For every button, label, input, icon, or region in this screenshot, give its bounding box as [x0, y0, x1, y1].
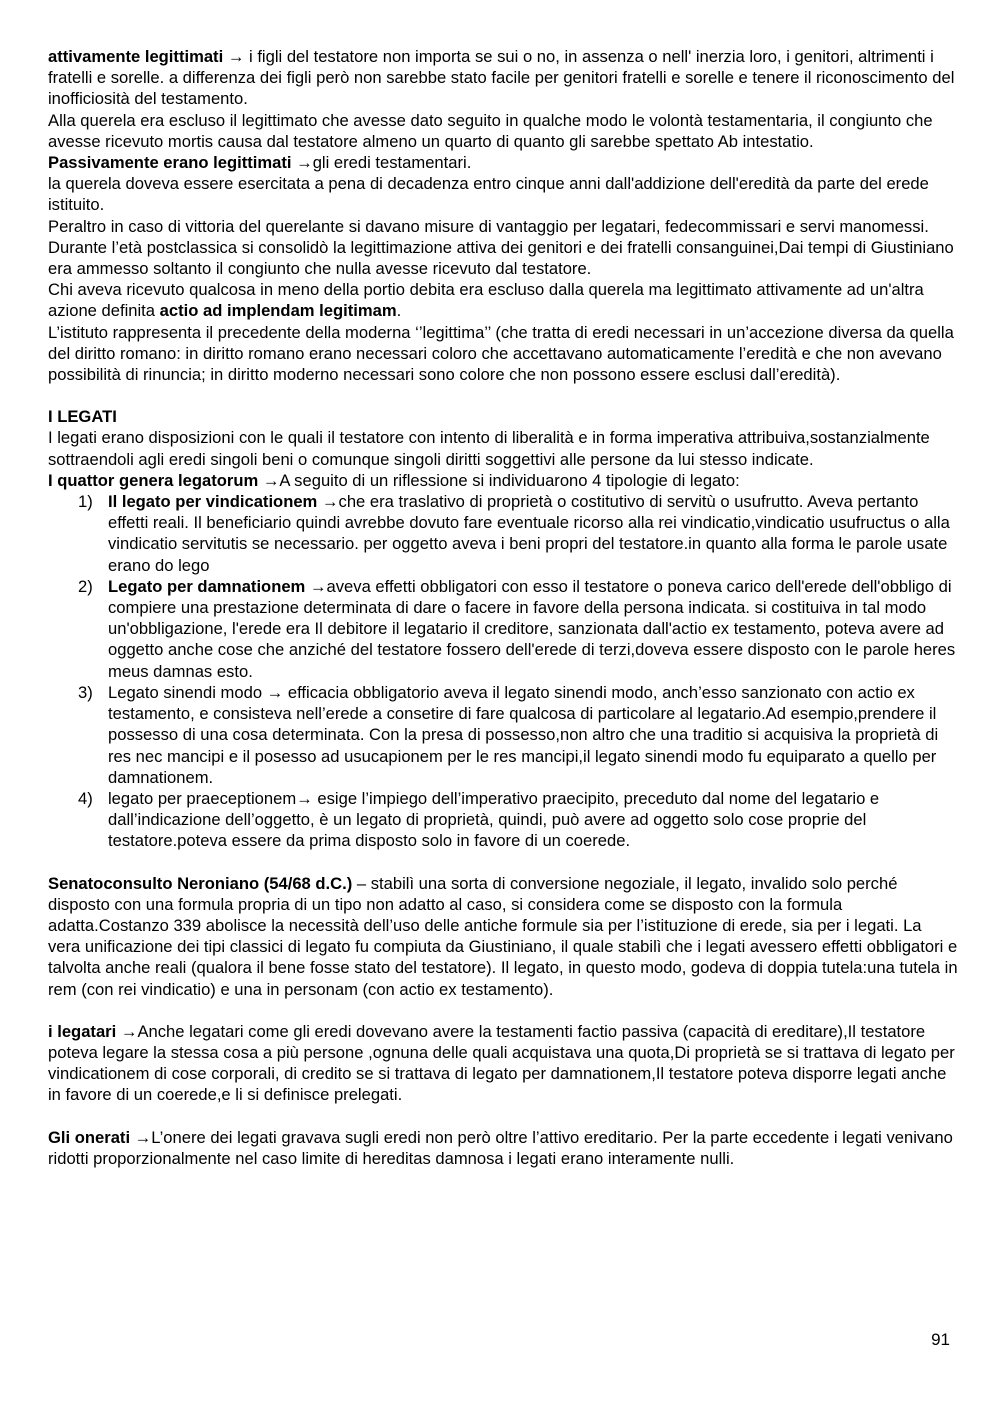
- paragraph-onerati: [48, 1127, 958, 1169]
- legati-types-list: [48, 491, 958, 851]
- term-actio-ad-implendam: actio ad implendam legitimam: [159, 301, 397, 321]
- list-item-text: →che era traslativo di proprietà o costitutivo di servitù o usufrutto. Aveva pertanto effetti reali. Il beneficiario quindi avrebbe dovuto fare eventuale ricorso alla rei vindicatio,vindicatio usufructus o alla vindicatio servitutis se necessario. per oggetto aveva i beni propri del testatore.in quanto alla forma le parole usate erano do lego: [108, 492, 950, 575]
- paragraph-end: .: [396, 301, 402, 321]
- paragraph-text: →gli eredi testamentari.: [291, 153, 472, 173]
- page-number: 91: [931, 1330, 950, 1349]
- paragraph-legati-definizione: I legati erano disposizioni con le quali il testatore con intento di liberalità e in forma imperativa attribuiva,sostanzialmente sottraendoli agli eredi singoli beni o comunque singoli diritti soggettivi alle persone da lui stesso indicate.: [48, 428, 930, 469]
- document-page: [48, 46, 958, 1169]
- paragraph-text: →Anche legatari come gli eredi dovevano avere la testamenti factio passiva (capacità di ereditare),Il testatore poteva legare la stessa cosa a più persone ,ognuna delle quali acquistava una quota,Di proprietà se si trattava di legato per vindicationem di cose corporali, di credito se si trattava di legato per damnationem,Il testatore poteva disporre legati anche in favore di un coerede,e li si definisce prelegati.: [48, 1021, 955, 1105]
- spacer: [48, 1106, 958, 1127]
- paragraph-querela-decadenza: la querela doveva essere esercitata a pena di decadenza entro cinque anni dall'addizione dell'eredità da parte del erede istituito.: [48, 174, 929, 215]
- paragraph-passivamente-legittimati: [48, 152, 958, 173]
- list-number: 3): [78, 682, 93, 702]
- list-item-text: →aveva effetti obbligatori con esso il testatore o poneva carico dell'erede dell'obbligo di compiere una prestazione determinata di dare o facere in favore della persona indicata. si costituiva in tal modo un'obbligazione, l'erede era Il debitore il legatario il creditore, sanzionata dall'actio ex testamento, poteva avere ad oggetto anche cose che anziché del testatore fossero dell'erede di terzi,doveva essere disposto con le parole heres meus damnas esto.: [108, 576, 956, 681]
- paragraph-quattor-genera: [48, 470, 958, 491]
- list-item-term: Legato per damnationem: [108, 576, 306, 596]
- term-attivamente-legittimati: attivamente legittimati: [48, 47, 224, 66]
- paragraph-portio-debita: [48, 279, 958, 321]
- paragraph-text: →A seguito di un riflessione si individuarono 4 tipologie di legato:: [258, 470, 740, 490]
- list-item-text: legato per praeceptionem→ esige l’impiego dell’imperativo praecipito, preceduto dal nome del legatario e dall’indicazione dell’oggetto, è un legato di proprietà, quindi, può avere ad oggetto solo cose proprie del testatore.poteva essere da prima disposto solo in favore di un coerede.: [108, 788, 880, 851]
- paragraph-text: → i figli del testatore non importa se sui o no, in assenza o nell' inerzia loro, i genitori, altrimenti i fratelli e sorelle. a differenza dei figli però non sarebbe stato facile per genitori fratelli e sorelle e tenere il riconoscimento del inofficiosità del testamento.: [48, 47, 955, 109]
- list-number: 4): [78, 788, 93, 808]
- list-item: [48, 682, 958, 788]
- paragraph-attivamente-legittimati: [48, 46, 958, 110]
- list-item-term: Il legato per vindicationem: [108, 492, 318, 512]
- paragraph-vittoria-querelante: Peraltro in caso di vittoria del querelante si davano misure di vantaggio per legatari, fedecommissari e servi manomessi. Durante l’età postclassica si consolidò la legittimazione attiva dei genitori e dei fratelli consanguinei,Dai tempi di Giustiniano era ammesso soltanto il congiunto che nulla avesse ricevuto dal testatore.: [48, 216, 954, 279]
- spacer: [48, 1000, 958, 1021]
- term-onerati: Gli onerati: [48, 1127, 131, 1147]
- spacer: [48, 852, 958, 873]
- list-item: [48, 491, 958, 576]
- paragraph-legittima: L’istituto rappresenta il precedente della moderna ‘’legittima’’ (che tratta di eredi necessari in un’accezione diversa da quella del diritto romano: in diritto romano erano necessari coloro che accettavano automaticamente l’eredità e che non avevano possibilità di rinuncia; in diritto moderno necessari sono colore che non possono essere esclusi dall’eredità).: [48, 322, 954, 385]
- paragraph-text: – stabilì una sorta di conversione negoziale, il legato, invalido solo perché disposto con una formula propria di un tipo non adatto al caso, si considera come se disposto con la formula adatta.Costanzo 339 abolisce la necessità dell’uso delle antiche formule sia per l’istituzione di erede, sia per i legati. La vera unificazione dei tipi classici di legato fu compiuta da Giustiniano, il quale stabilì che i legati avessero effetti obbligatori e talvolta anche reali (qualora il bene fosse stato del testatore). Il legato, in questo modo, godeva di doppia tutela:una tutela in rem (con rei vindicatio) e una in personam (con actio ex testamento).: [48, 873, 958, 999]
- term-senatoconsulto: Senatoconsulto Neroniano (54/68 d.C.): [48, 873, 353, 893]
- list-item: [48, 788, 958, 852]
- paragraph-legatari: [48, 1021, 958, 1106]
- list-number: 1): [78, 492, 93, 512]
- term-quattor-genera: I quattor genera legatorum: [48, 470, 259, 490]
- paragraph-text: Chi aveva ricevuto qualcosa in meno della portio debita era escluso dalla querela ma legittimato attivamente ad un'altra azione definita: [48, 280, 924, 321]
- section-heading-legati: I LEGATI: [48, 407, 117, 427]
- paragraph-text: →L’onere dei legati gravava sugli eredi non però oltre l’attivo ereditario. Per la parte eccedente i legati venivano ridotti proporzionalmente nel caso limite di hereditas damnosa i legati erano interamente nulli.: [48, 1127, 953, 1168]
- term-legatari: i legatari: [48, 1021, 117, 1041]
- list-number: 2): [78, 576, 93, 596]
- list-item-text: Legato sinendi modo → efficacia obbligatorio aveva il legato sinendi modo, anch’esso sanzionato con actio ex testamento, e consisteva nell’erede a consetire di fare qualcosa di particolare al legatario.Ad esempio,prendere il possesso di una cosa determinata. Con la presa di possesso,non altro che una traditio si acquisiva la proprietà di res nec mancipi e il posesso ad usucapionem per le res mancipi,il legato sinendi modo fu equiparato a quello per damnationem.: [108, 682, 939, 787]
- paragraph-querela-esclusi: Alla querela era escluso il legittimato che avesse dato seguito in qualche modo le volontà testamentaria, il congiunto che avesse ricevuto mortis causa dal testatore almeno un quarto di quanto gli sarebbe spettato Ab intestatio.: [48, 110, 933, 151]
- term-passivamente-legittimati: Passivamente erano legittimati: [48, 153, 292, 173]
- spacer: [48, 385, 958, 406]
- list-item: [48, 576, 958, 682]
- paragraph-senatoconsulto: [48, 873, 958, 1000]
